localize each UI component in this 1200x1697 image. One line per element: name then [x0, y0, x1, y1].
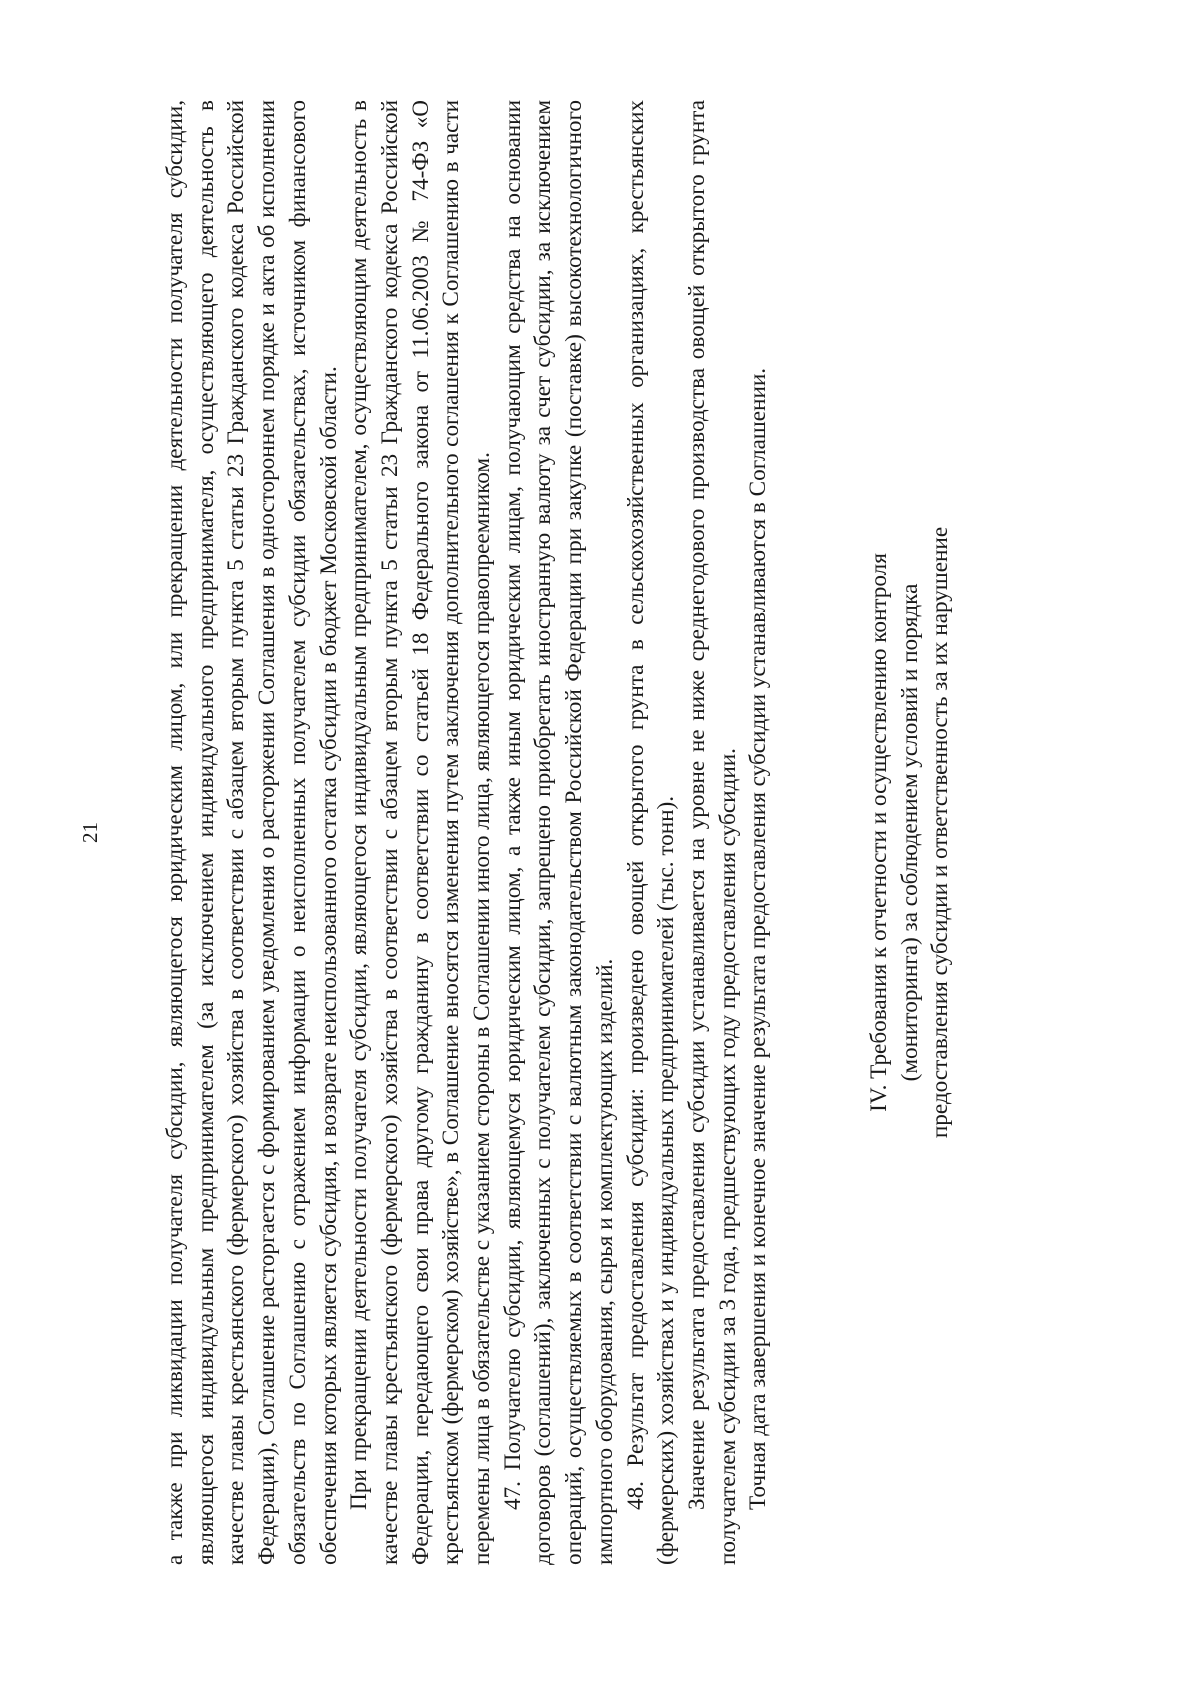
- paragraph-liquidation: а также при ликвидации получателя субсидии, являющегося юридическим лицом, или прекращении деятельности получателя субсидии, являющегося индивидуальным предпринимателем (за исключением индивидуального предпринимателя, осуществляющего деятельность в качестве главы крестьянского (фермерского) хозяйства в соответствии с абзацем вторым пункта 5 статьи 23 Гражданского кодекса Российской Федерации), Соглашение расторгается с формированием уведомления о расторжении Соглашения в одностороннем порядке и акта об исполнении обязательств по Соглашению с отражением информации о неисполненных получателем субсидии обязательствах, источником финансового обеспечения которых является субсидия, и возврате неиспользованного остатка субсидии в бюджет Московской области.: [162, 100, 342, 1565]
- page-number: 21: [78, 822, 102, 843]
- rotated-page: [78, 100, 1020, 1565]
- paragraph-48-result: 48. Результат предоставления субсидии: произведено овощей открытого грунта в сельскохозяйственных организациях, крестьянских (фермерских) хозяйствах и у индивидуальных предпринимателей (тыс. тонн).: [622, 100, 680, 1565]
- paragraph-47-foreign-currency: 47. Получателю субсидии, являющемуся юридическим лицом, а также иным юридическим лицам, получающим средства на основании договоров (соглашений), заключенных с получателем субсидии, запрещено приобретать иностранную валюту за счет субсидии, за исключением операций, осуществляемых в соответствии с валютным законодательством Российской Федерации при закупке (поставке) высокотехнологичного импортного оборудования, сырья и комплектующих изделий.: [499, 100, 618, 1565]
- document-body: [160, 100, 774, 1565]
- paragraph-result-value: Значение результата предоставления субсидии устанавливается на уровне не ниже среднегодового производства овощей открытого грунта получателем субсидии за 3 года, предшествующих году предоставления субсидии.: [683, 100, 741, 1565]
- paragraph-termination: При прекращении деятельности получателя субсидии, являющегося индивидуальным предпринимателем, осуществляющим деятельность в качестве главы крестьянского (фермерского) хозяйства в соответствии с абзацем вторым пункта 5 статьи 23 Гражданского кодекса Российской Федерации, передающего свои права другому гражданину в соответствии со статьей 18 Федерального закона от 11.06.2003 № 74-ФЗ «О крестьянском (фермерском) хозяйстве», в Соглашение вносятся изменения путем заключения дополнительного соглашения к Соглашению в части перемены лица в обязательстве с указанием стороны в Соглашении иного лица, являющегося правопреемником.: [346, 100, 496, 1565]
- section-heading-line: (мониторинга) за соблюдением условий и порядка: [896, 583, 923, 1082]
- section-heading-line: предоставления субсидии и ответственность за их нарушение: [927, 526, 954, 1139]
- section-heading-iv: [864, 100, 956, 1565]
- section-heading-line: IV. Требования к отчетности и осуществлению контроля: [866, 553, 893, 1112]
- paragraph-completion-date: Точная дата завершения и конечное значение результата предоставления субсидии устанавливаются в Соглашении.: [745, 367, 772, 1510]
